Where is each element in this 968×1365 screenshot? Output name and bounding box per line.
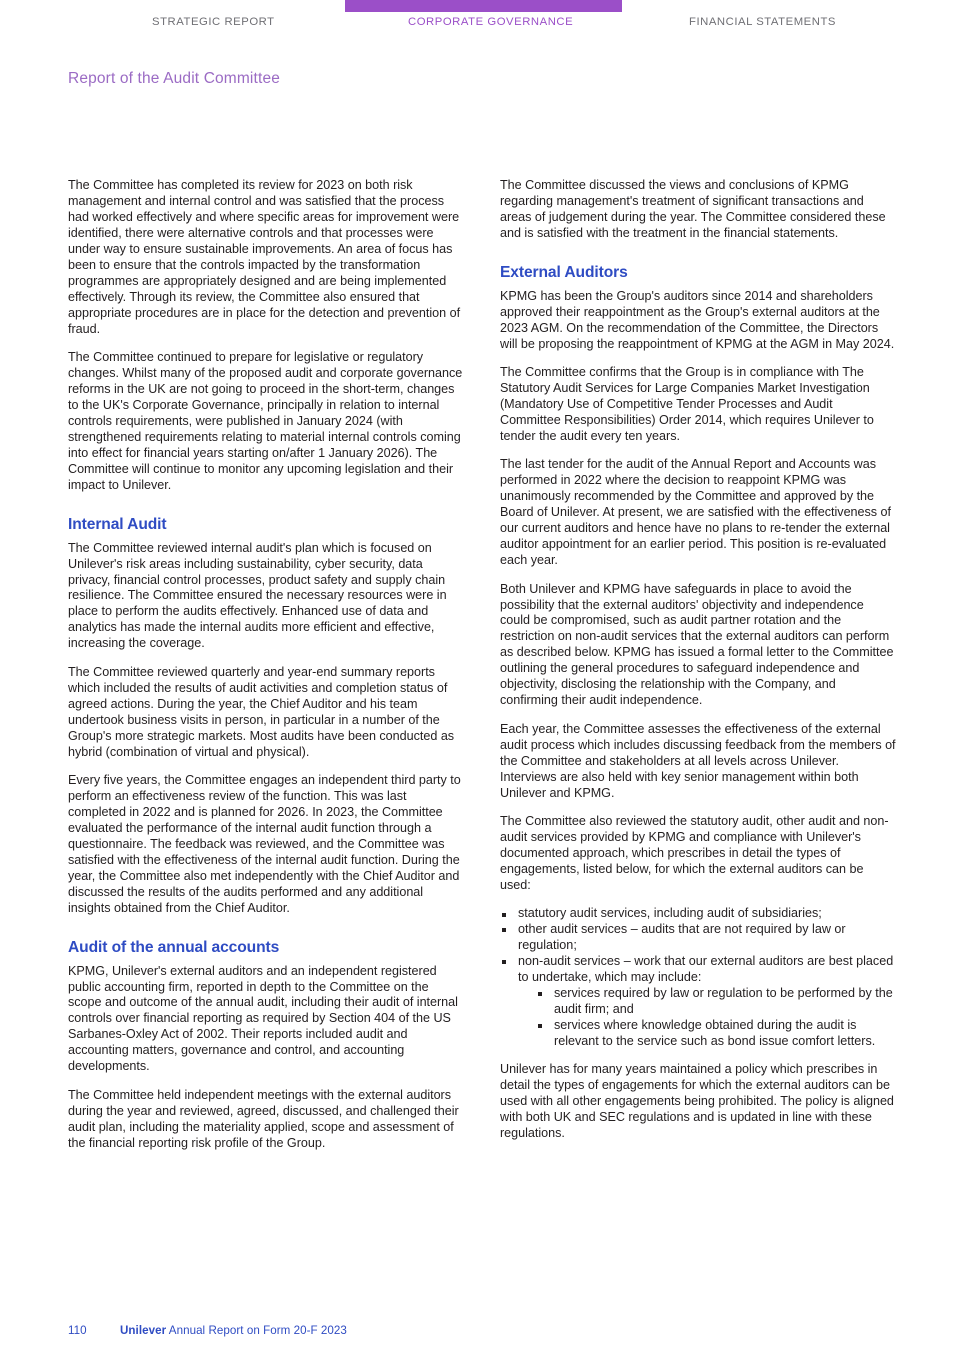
page-footer <box>68 1324 347 1337</box>
nav-tab-strategic-report[interactable]: STRATEGIC REPORT <box>152 16 275 28</box>
paragraph-quarterly-reports: The Committee reviewed quarterly and year-end summary reports which included the results of audit activities and completion status of agreed actions. During the year, the Chief Auditor and his team undertook business visits in person, in particular in a number of the Group's more strategic markets. Most audits have been conducted as hybrid (combination of virtual and physical). <box>68 664 455 759</box>
bullet-square-icon <box>538 992 542 996</box>
paragraph-annual-effectiveness-assessment: Each year, the Committee assesses the effectiveness of the external audit process which includes discussing feedback from the members of the Committee and stakeholders at all levels across Unilever. Interviews are also held with key senior management within both Unilever and KPMG. <box>500 721 896 800</box>
left-column <box>68 178 464 1164</box>
bullet-square-icon <box>538 1024 542 1028</box>
nav-tab-corporate-governance[interactable]: CORPORATE GOVERNANCE <box>408 16 574 28</box>
non-audit-services-sublist <box>518 986 896 1050</box>
list-item-label: statutory audit services, including audit of subsidiaries; <box>518 906 822 921</box>
paragraph-kpmg-external-auditors: KPMG, Unilever's external auditors and an independent registered public accounting firm, reported in depth to the Committee on the scope and outcome of the annual audit, including their audit of internal controls over financial reporting as required by Section 404 of the US Sarbanes-Oxley Act of 2002. Their reports included audit and accounting matters, governance and control, and accounting developments. <box>68 963 458 1074</box>
bullet-square-icon <box>502 960 506 964</box>
page-title: Report of the Audit Committee <box>68 70 280 87</box>
paragraph-legislative-changes: The Committee continued to prepare for legislative or regulatory changes. Whilst many of the proposed audit and corporate governance reforms in the UK are not going to proceed in the short-term, changes to the UK's Corporate Governance, principally in relation to internal controls requirements, were published in January 2024 (with strengthened requirements relating to material internal controls coming into effect for financial years starting on/after 1 January 2026). The Committee will continue to monitor any upcoming legislation and their impact to Unilever. <box>68 350 463 492</box>
list-item-label: services required by law or regulation to be performed by the audit firm; and <box>554 985 893 1016</box>
bullet-square-icon <box>502 928 506 932</box>
paragraph-last-tender: The last tender for the audit of the Annual Report and Accounts was performed in 2022 where the decision to reappoint KPMG was unanimously recommended by the Committee and approved by the Board of Unilever. At present, we are satisfied with the effectiveness of our current auditors and hence have no plans to re-tender the external auditor appointment for an earlier period. This position is re-evaluated each year. <box>500 457 892 568</box>
list-item <box>500 906 896 922</box>
list-item <box>536 1018 896 1050</box>
footer-report-title: Annual Report on Form 20-F 2023 <box>166 1324 347 1337</box>
paragraph-kpmg-since-2014: KPMG has been the Group's auditors since 2014 and shareholders approved their reappointment as the Group's external auditors at the 2023 AGM. On the recommendation of the Committee, the Directors will be proposing the reappointment of KPMG at the AGM in May 2024. <box>500 288 895 351</box>
paragraph-statutory-audit-services-compliance: The Committee confirms that the Group is in compliance with The Statutory Audit Services for Large Companies Market Investigation (Mandatory Use of Competitive Tender Processes and Audit Committee Responsibilities) Order 2014, which requires Unilever to tender the audit every ten years. <box>500 365 874 443</box>
list-item <box>536 986 896 1018</box>
paragraph-engagement-types-intro: The Committee also reviewed the statutory audit, other audit and non-audit services provided by KPMG and compliance with Unilever's documented approach, which prescribes in detail the types of engagements, listed below, for which the external auditors can be used: <box>500 813 889 892</box>
heading-external-auditors: External Auditors <box>500 263 628 281</box>
page-body <box>68 178 896 1164</box>
bullet-square-icon <box>502 913 506 917</box>
active-tab-indicator-corporate-governance <box>345 0 622 12</box>
paragraph-policy-prohibited-engagements: Unilever has for many years maintained a policy which prescribes in detail the types of engagements for which the external auditors can be used with all other engagements being prohibited. The policy is aligned with both UK and SEC regulations and is updated in line with these regulations. <box>500 1062 894 1141</box>
footer-page-number: 110 <box>68 1324 87 1337</box>
right-column <box>500 178 896 1164</box>
list-item <box>500 922 896 954</box>
paragraph-independent-meetings: The Committee held independent meetings with the external auditors during the year and reviewed, agreed, discussed, and challenged their audit plan, including the materiality applied, scope and assessment of the financial reporting risk profile of the Group. <box>68 1087 459 1150</box>
heading-internal-audit: Internal Audit <box>68 515 167 533</box>
list-item-label: services where knowledge obtained during the audit is relevant to the service such as bond issue comfort letters. <box>554 1017 876 1048</box>
footer-brand: Unilever <box>120 1324 167 1337</box>
paragraph-five-year-effectiveness-review: Every five years, the Committee engages an independent third party to perform an effectiveness review of the function. This was last completed in 2022 and is planned for 2026. In 2023, the Committee evaluated the performance of the internal audit function through a questionnaire. The feedback was reviewed, and the Committee was satisfied with the effectiveness of the internal audit function. During the year, the Committee also met independently with the Chief Auditor and discussed the results of the audits performed and any additional insights obtained from the Chief Auditor. <box>68 773 461 915</box>
heading-audit-of-the-annual-accounts: Audit of the annual accounts <box>68 938 280 956</box>
engagement-types-list <box>500 906 896 1050</box>
list-item-label: non-audit services – work that our external auditors are best placed to undertake, which may include: <box>518 954 894 985</box>
list-item <box>500 954 896 1050</box>
paragraph-internal-audit-plan: The Committee reviewed internal audit's plan which is focused on Unilever's risk areas including sustainability, cyber security, data privacy, financial control processes, product safety and supply chain resilience. The Committee ensured the necessary resources were in place to perform the audits effectively. Enhanced use of data and analytics has made the internal audits more efficient and effective, increasing the coverage. <box>68 540 447 651</box>
paragraph-kpmg-views-conclusions: The Committee discussed the views and conclusions of KPMG regarding management's treatment of significant transactions and areas of judgement during the year. The Committee considered these and is satisfied with the treatment in the financial statements. <box>500 178 886 240</box>
nav-tab-financial-statements[interactable]: FINANCIAL STATEMENTS <box>689 16 836 28</box>
section-navigation-bar <box>0 0 968 40</box>
list-item-label: other audit services – audits that are not required by law or regulation; <box>518 922 846 953</box>
paragraph-risk-management-review: The Committee has completed its review for 2023 on both risk management and internal control and was satisfied that the process had worked effectively and where specific areas for improvement were identified, there were alternative controls and that processes were under way to ensure sustainable improvements. An area of focus has been to ensure that the controls impacted by the transformation programmes are appropriately designed and are being implemented effectively. Through its review, the Committee also ensured that appropriate procedures are in place for the detection and prevention of fraud. <box>68 178 461 336</box>
paragraph-safeguards: Both Unilever and KPMG have safeguards in place to avoid the possibility that the external auditors' objectivity and independence could be compromised, such as audit partner rotation and the restriction on non-audit services that the external auditors can perform as described below. KPMG has issued a formal letter to the Committee outlining the general procedures to safeguard independence and objectivity, disclosing the relationship with the Company, and confirming their audit independence. <box>500 581 894 708</box>
